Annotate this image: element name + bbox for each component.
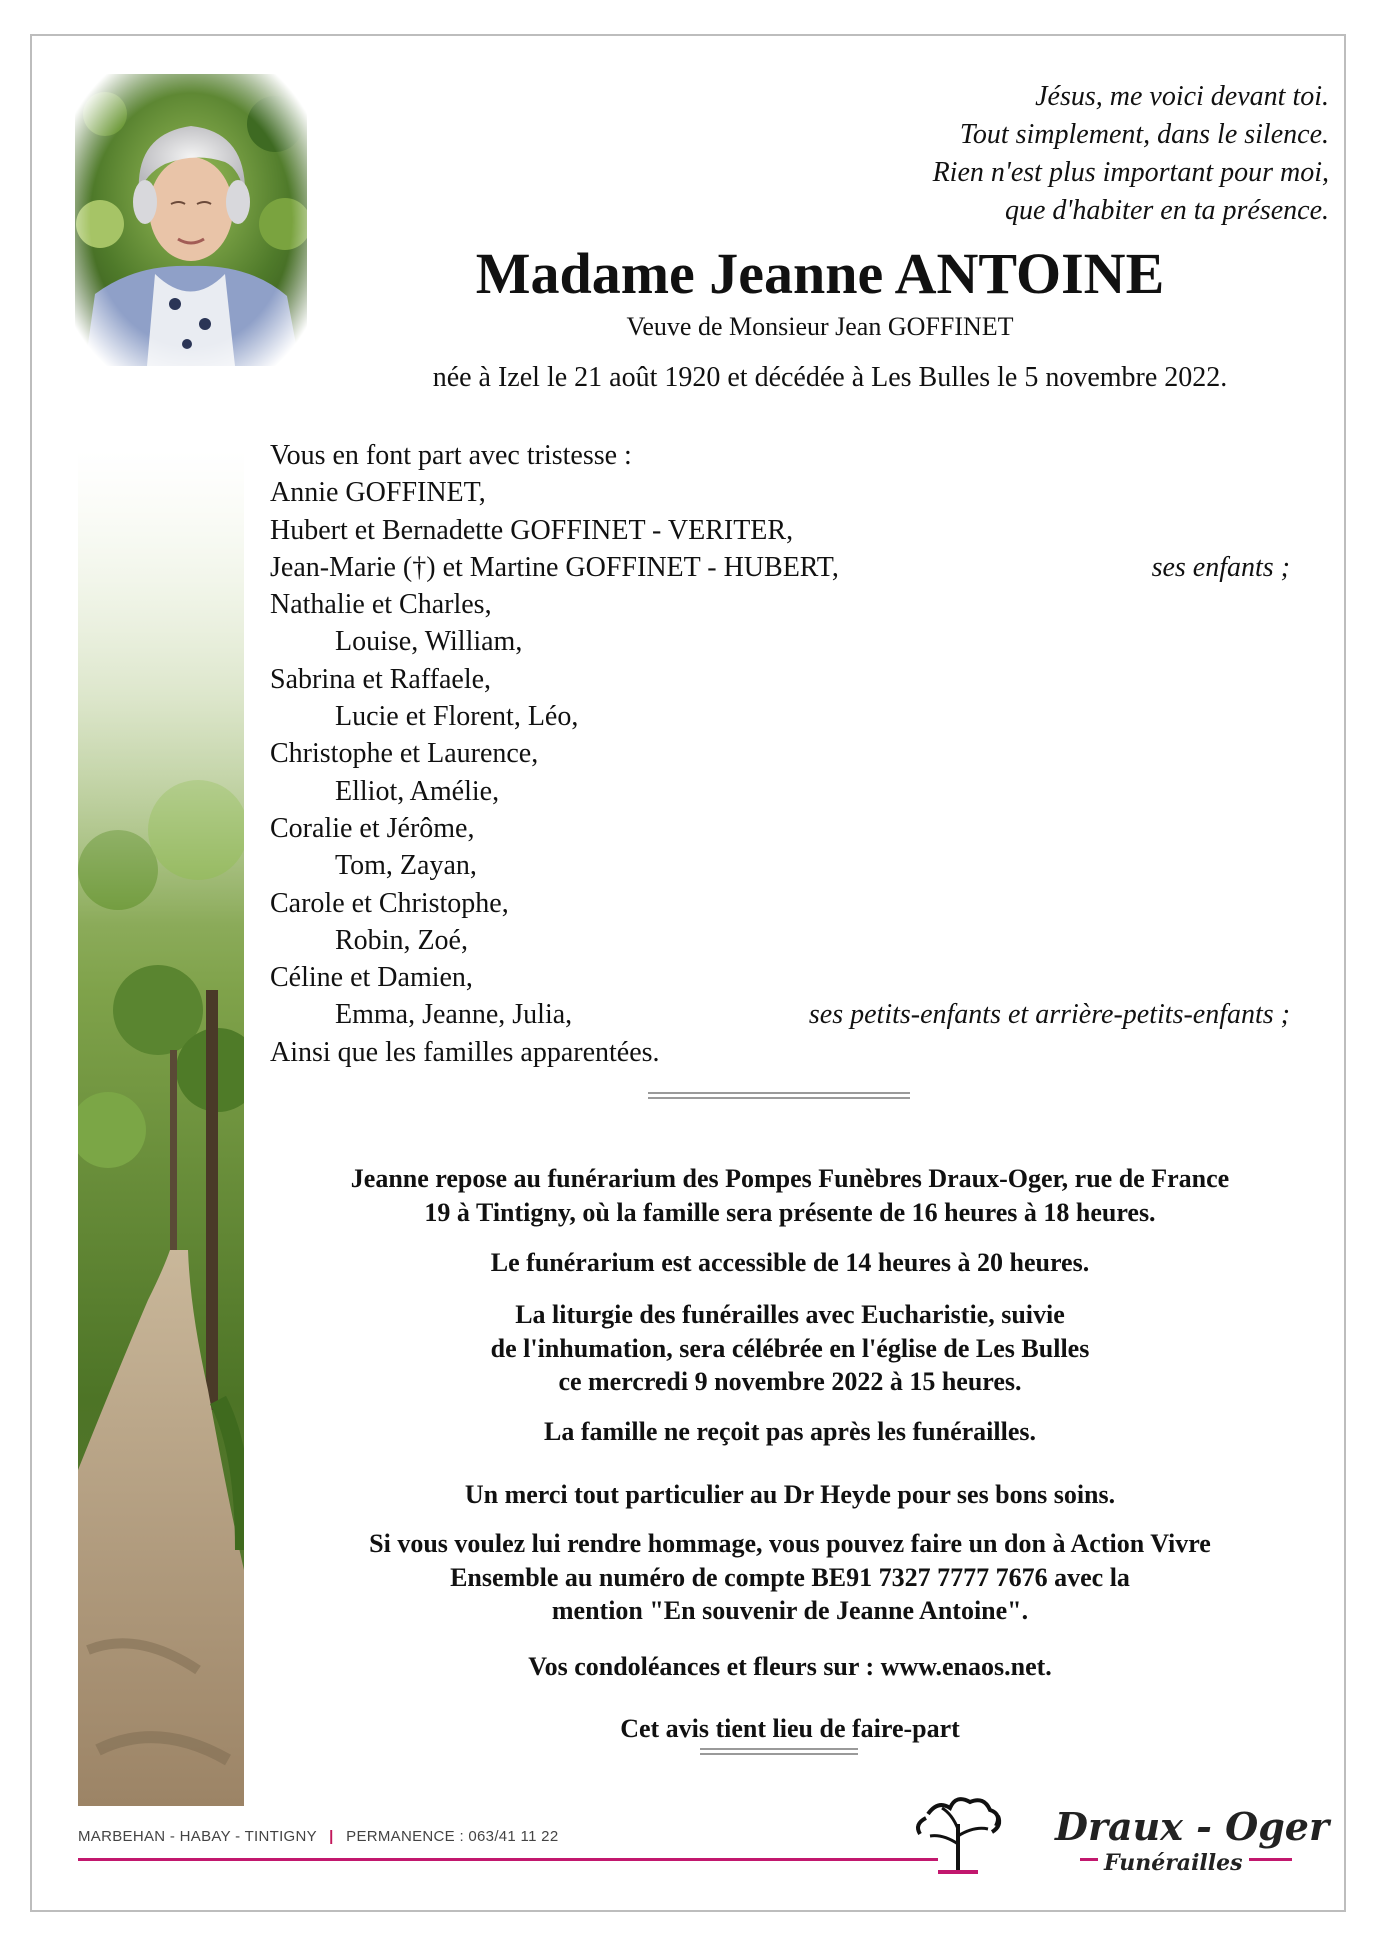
list-item: Robin, Zoé, — [335, 924, 468, 956]
info-repose — [270, 1162, 1310, 1229]
list-item: Céline et Damien, — [270, 962, 473, 994]
list-item: Nathalie et Charles, — [270, 589, 492, 621]
list-item: Annie GOFFINET, — [270, 477, 486, 509]
footer-separator: | — [329, 1828, 334, 1845]
widow-of: Veuve de Monsieur Jean GOFFINET — [626, 312, 1014, 341]
list-item: Ainsi que les familles apparentées. — [270, 1036, 660, 1068]
info-no-reception: La famille ne reçoit pas après les funérailles. — [543, 1417, 1036, 1446]
section-divider — [648, 1092, 910, 1099]
info-thanks: Un merci tout particulier au Dr Heyde pour ses bons soins. — [464, 1480, 1116, 1509]
deceased-name: Madame Jeanne ANTOINE — [475, 241, 1165, 306]
info-line: Si vous voulez lui rendre hommage, vous pouvez faire un don à Action Vivre — [369, 1529, 1211, 1558]
list-item: Christophe et Laurence, — [270, 738, 539, 770]
list-item: Carole et Christophe, — [270, 887, 509, 919]
info-condolences: Vos condoléances et fleurs sur : www.enaos.net. — [528, 1652, 1052, 1681]
tree-logo-icon — [908, 1784, 1008, 1876]
footer-contact — [78, 1828, 558, 1845]
info-line: Jeanne repose au funérarium des Pompes Funèbres Draux-Oger, rue de France — [350, 1164, 1230, 1193]
list-item: Lucie et Florent, Léo, — [335, 701, 579, 733]
family-line: Emma, Jeanne, Julia, — [335, 999, 573, 1031]
forest-path-image — [78, 450, 244, 1806]
list-item — [270, 996, 1290, 1033]
list-item: Hubert et Bernadette GOFFINET - VERITER, — [270, 514, 794, 546]
prayer-line: Rien n'est plus important pour moi, — [932, 157, 1329, 188]
list-item: Tom, Zayan, — [335, 850, 477, 882]
brand-subtitle: Funérailles — [1098, 1850, 1249, 1876]
prayer-line: Tout simplement, dans le silence. — [959, 119, 1329, 150]
prayer-line: que d'habiter en ta présence. — [1004, 195, 1329, 226]
family-intro: Vous en font part avec tristesse : — [270, 440, 632, 471]
portrait-photo — [75, 74, 307, 366]
list-item: Elliot, Amélie, — [335, 775, 500, 807]
info-line: de l'inhumation, sera célébrée en l'église de Les Bulles — [490, 1333, 1090, 1363]
info-line: Ensemble au numéro de compte BE91 7327 7777 7676 avec la — [450, 1562, 1130, 1592]
role-children: ses enfants ; — [1151, 551, 1290, 583]
info-liturgy — [270, 1298, 1310, 1399]
brand-name: Draux - Oger — [1055, 1804, 1329, 1849]
birth-death-dates: née à Izel le 21 août 1920 et décédée à Les Bulles le 5 novembre 2022. — [432, 362, 1228, 393]
info-line: ce mercredi 9 novembre 2022 à 15 heures. — [558, 1367, 1022, 1396]
footer-permanence: PERMANENCE : 063/41 11 22 — [346, 1828, 559, 1845]
footer-locations: MARBEHAN - HABAY - TINTIGNY — [78, 1828, 317, 1845]
footer-accent-line — [78, 1858, 938, 1861]
list-item: Louise, William, — [335, 626, 523, 658]
info-notice: Cet avis tient lieu de faire-part — [620, 1714, 960, 1743]
list-item — [270, 549, 1290, 586]
notice-divider — [700, 1748, 858, 1755]
list-item: Sabrina et Raffaele, — [270, 663, 492, 695]
info-line: 19 à Tintigny, où la famille sera présente de 16 heures à 18 heures. — [424, 1197, 1156, 1227]
info-line: mention "En souvenir de Jeanne Antoine". — [551, 1596, 1029, 1625]
prayer-line: Jésus, me voici devant toi. — [1035, 81, 1329, 112]
prayer-verse — [769, 78, 1329, 230]
family-line: Jean-Marie (†) et Martine GOFFINET - HUBERT, — [270, 551, 839, 583]
info-line: La liturgie des funérailles avec Eucharistie, suivie — [515, 1300, 1065, 1329]
family-list — [270, 437, 1290, 1071]
info-donation — [270, 1527, 1310, 1628]
list-item: Coralie et Jérôme, — [270, 812, 475, 844]
info-access: Le funérarium est accessible de 14 heures à 20 heures. — [490, 1248, 1090, 1277]
role-grandchildren: ses petits-enfants et arrière-petits-enfants ; — [808, 999, 1290, 1031]
